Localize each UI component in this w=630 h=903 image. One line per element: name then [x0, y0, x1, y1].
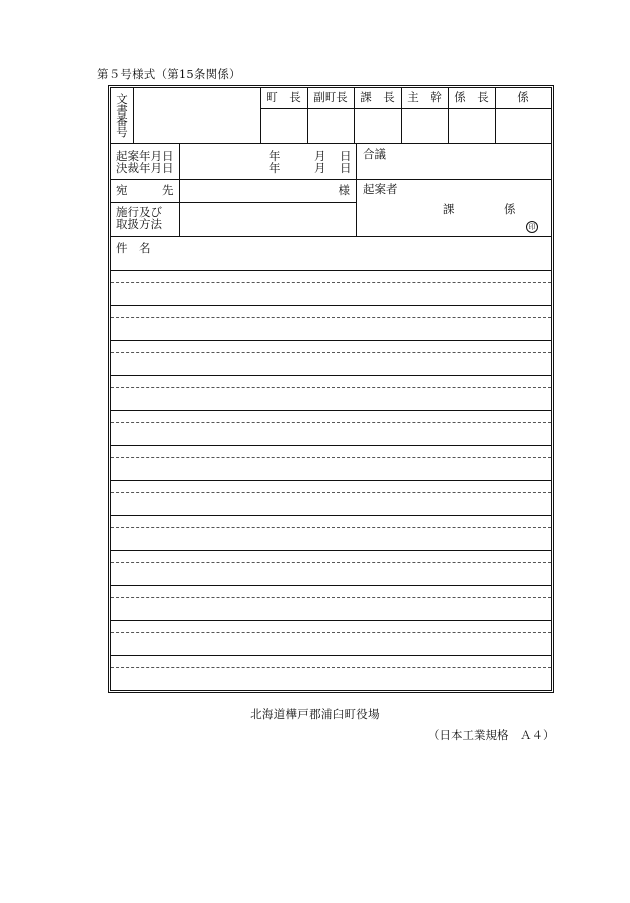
approver-mayor: 町 長 [266, 90, 301, 104]
sama-suffix: 様 [338, 183, 350, 197]
address-field[interactable] [180, 180, 356, 202]
decision-date-label: 決裁年月日 [116, 161, 174, 175]
address-label: 宛 先 [116, 183, 174, 197]
paper-standard: （日本工業規格 Ａ４） [428, 728, 555, 742]
seal-mark-icon: 印 [526, 221, 538, 233]
ka-label: 課 [443, 202, 455, 216]
gougi-field[interactable] [357, 144, 551, 179]
approver-section-chief: 課 長 [360, 90, 395, 104]
seal-box-deputy-mayor[interactable] [308, 109, 354, 143]
kakari-label: 係 [504, 202, 516, 216]
shikou-label-1: 施行及び [116, 205, 162, 219]
approval-form [108, 85, 554, 693]
gougi-label: 合議 [363, 147, 386, 161]
doc-number-label: 文書番号 [116, 92, 128, 139]
shikou-field[interactable] [180, 203, 356, 236]
seal-box-mayor[interactable] [261, 109, 307, 143]
approver-deputy-mayor: 副町長 [313, 90, 348, 104]
approver-unit-chief: 係 長 [454, 90, 489, 104]
approver-staff: 係 [517, 90, 529, 104]
subject-label: 件 名 [116, 241, 151, 255]
approver-header-row [260, 88, 551, 108]
form-caption: 第５号様式（第15条関係） [97, 67, 241, 81]
seal-box-section-chief[interactable] [355, 109, 401, 143]
approver-senior-officer: 主 幹 [407, 90, 442, 104]
drafter-field[interactable] [357, 180, 551, 236]
seal-box-staff[interactable] [496, 109, 551, 143]
date-field[interactable]: 年 月 日 年 月 日 [269, 149, 352, 175]
seal-box-senior-officer[interactable] [402, 109, 448, 143]
office-name: 北海道樺戸郡浦臼町役場 [250, 707, 380, 721]
doc-number-field[interactable] [134, 88, 260, 143]
drafter-label: 起案者 [363, 182, 398, 196]
draft-date-label: 起案年月日 [116, 149, 174, 163]
shikou-label-2: 取扱方法 [116, 217, 162, 231]
seal-box-unit-chief[interactable] [449, 109, 495, 143]
